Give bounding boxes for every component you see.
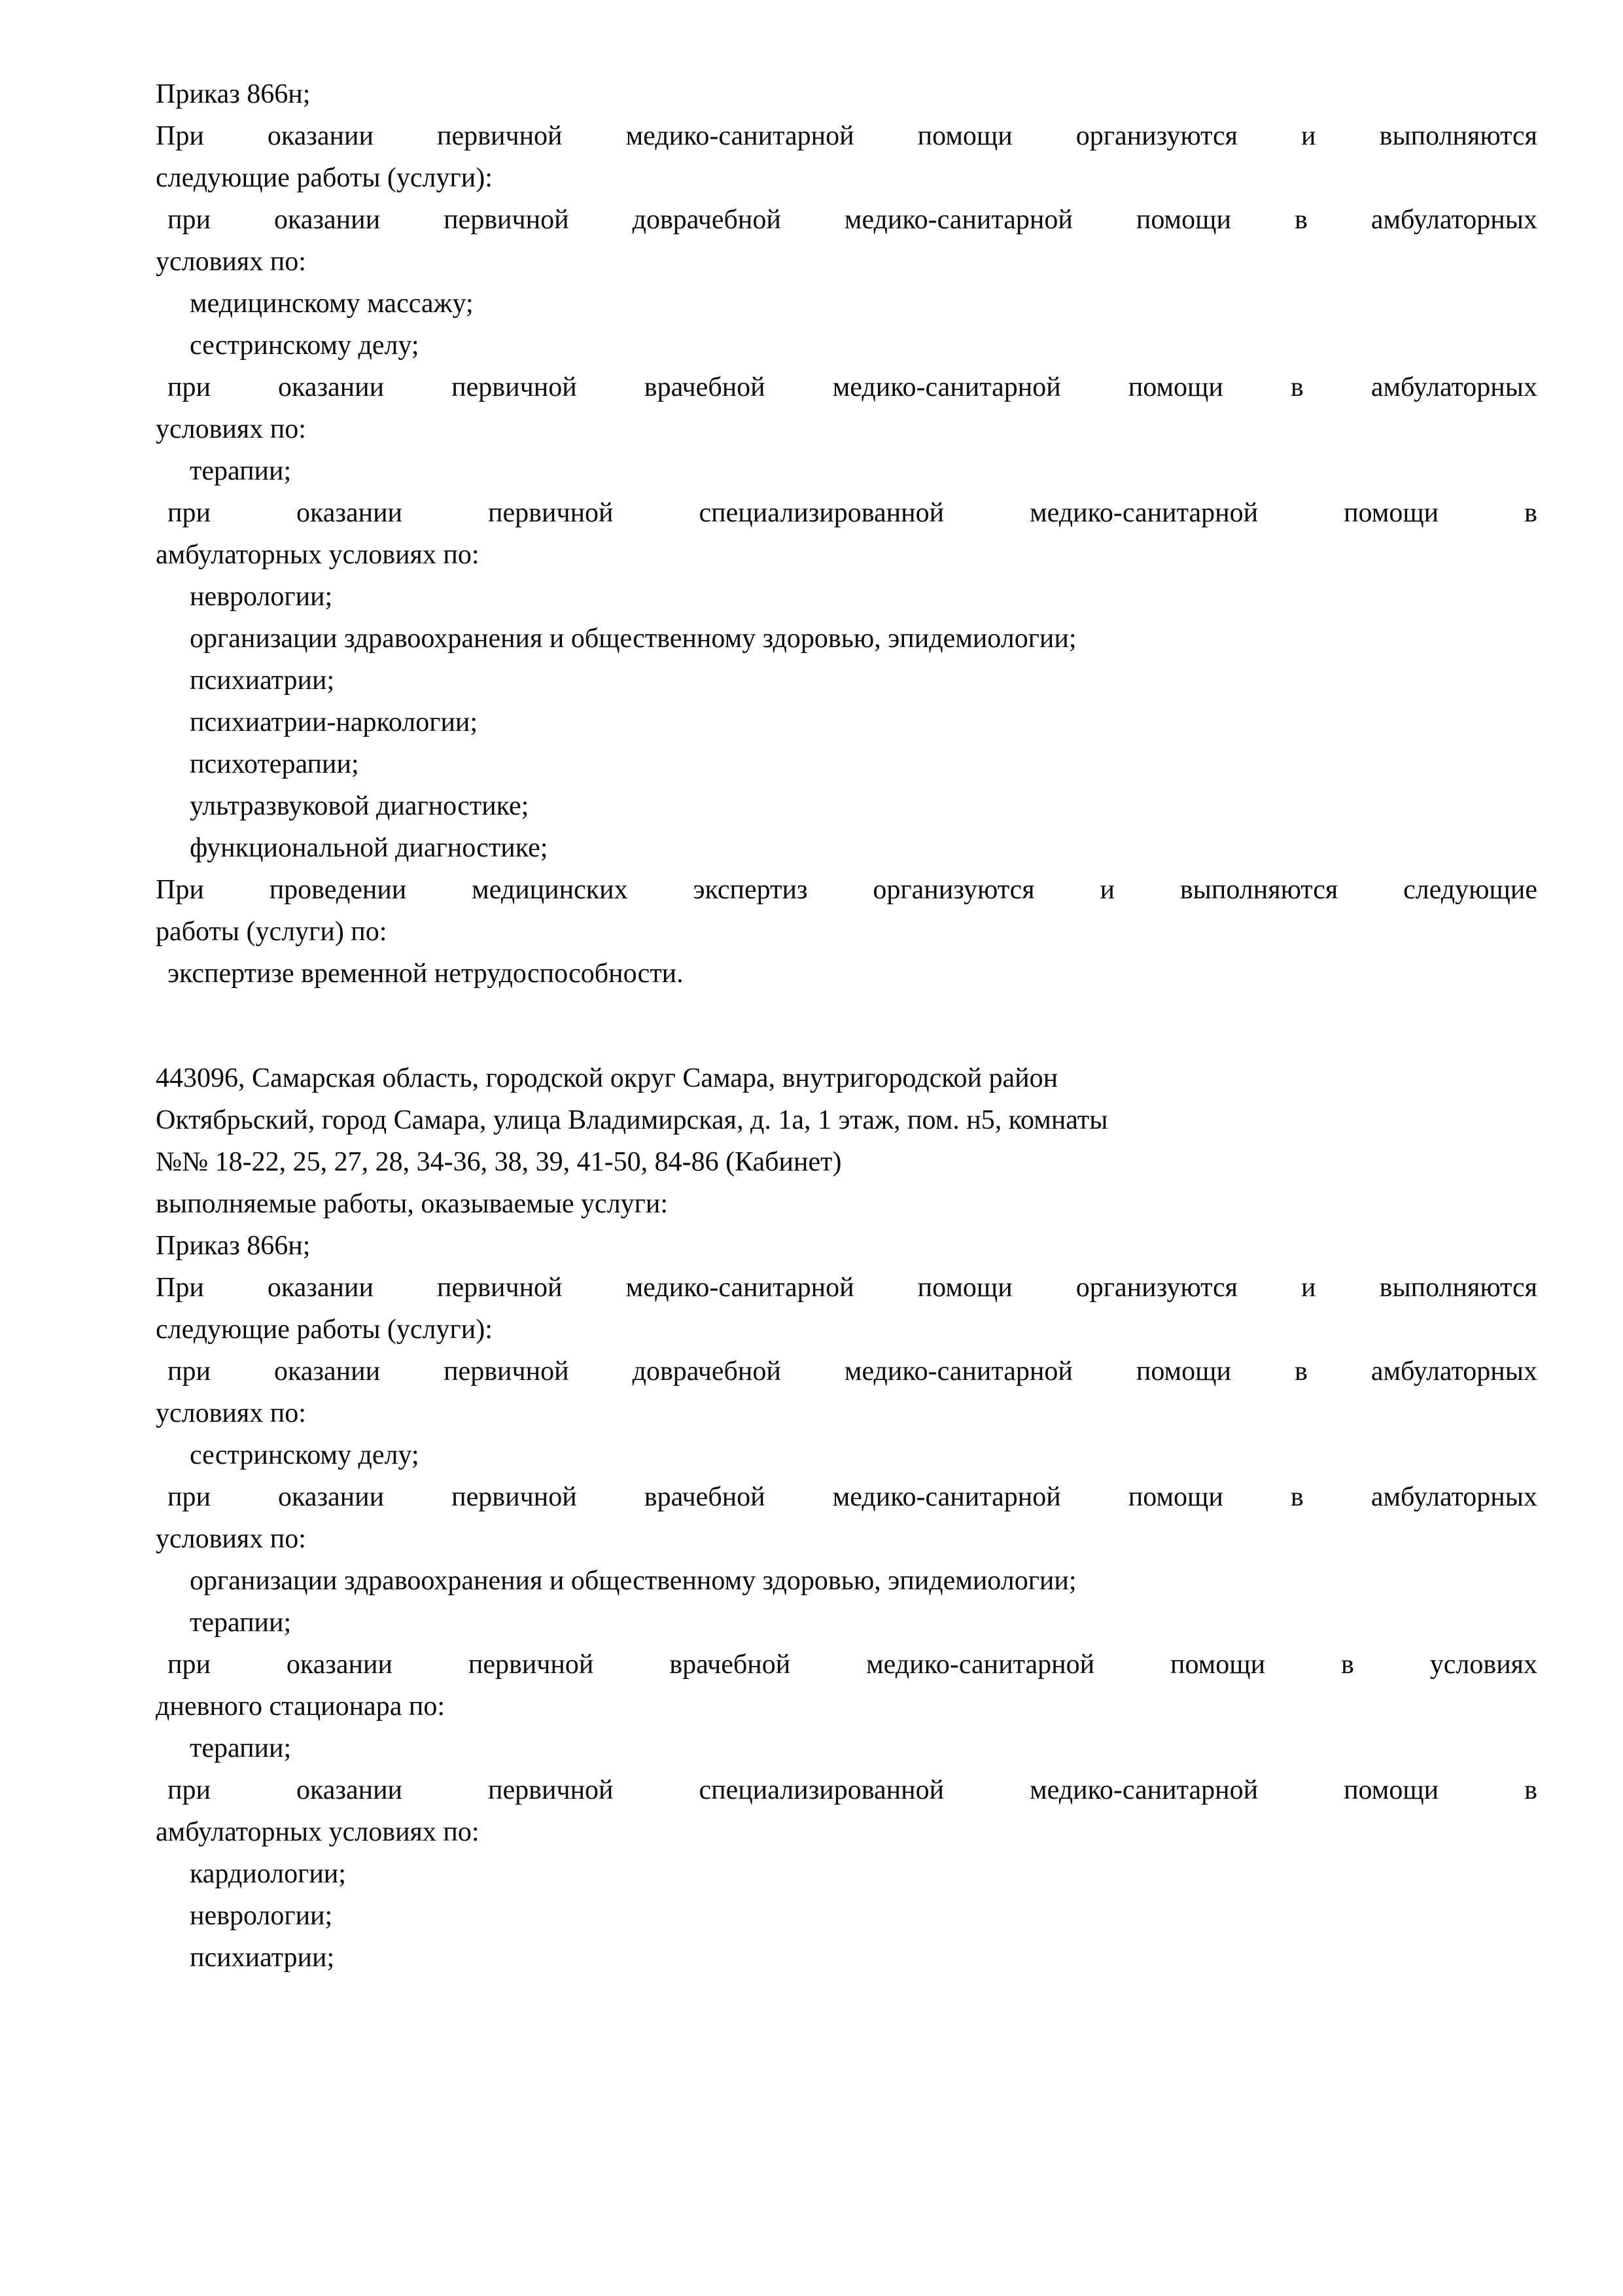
- document-line: при оказании первичной доврачебной медико-санитарной помощи в амбулаторных: [167, 205, 1537, 235]
- document-line: дневного стационара по:: [156, 1691, 445, 1722]
- document-line: условиях по:: [156, 1524, 306, 1554]
- document-line: при оказании первичной врачебной медико-санитарной помощи в условиях: [167, 1650, 1537, 1680]
- document-line: условиях по:: [156, 247, 306, 277]
- document-line: функциональной диагностике;: [190, 833, 548, 863]
- document-line: при оказании первичной специализированной медико-санитарной помощи в: [167, 1775, 1537, 1805]
- document-line: организации здравоохранения и общественному здоровью, эпидемиологии;: [190, 624, 1077, 654]
- document-line: неврологии;: [190, 1901, 333, 1931]
- services-section-two: [156, 1183, 1537, 1979]
- document-line: психиатрии;: [190, 665, 335, 696]
- section-spacer: [156, 995, 1537, 1057]
- document-line: терапии;: [190, 456, 292, 486]
- document-line: следующие работы (услуги):: [156, 163, 493, 193]
- document-line: при оказании первичной врачебной медико-санитарной помощи в амбулаторных: [167, 1482, 1537, 1512]
- document-line: При оказании первичной медико-санитарной помощи организуются и выполняются: [156, 121, 1537, 151]
- document-line: При проведении медицинских экспертиз организуются и выполняются следующие: [156, 875, 1537, 905]
- document-line: терапии;: [190, 1608, 292, 1638]
- document-line: выполняемые работы, оказываемые услуги:: [156, 1189, 669, 1219]
- document-line: кардиологии;: [190, 1859, 346, 1889]
- document-line: амбулаторных условиях по:: [156, 1817, 480, 1847]
- document-line: при оказании первичной врачебной медико-санитарной помощи в амбулаторных: [167, 372, 1537, 402]
- document-line: сестринскому делу;: [190, 1440, 419, 1470]
- document-line: При оказании первичной медико-санитарной помощи организуются и выполняются: [156, 1273, 1537, 1303]
- document-line: амбулаторных условиях по:: [156, 540, 480, 570]
- document-line: экспертизе временной нетрудоспособности.: [167, 959, 684, 989]
- document-line: психиатрии-наркологии;: [190, 707, 478, 737]
- address-line: №№ 18-22, 25, 27, 28, 34-36, 38, 39, 41-50, 84-86 (Кабинет): [156, 1147, 842, 1177]
- document-line: условиях по:: [156, 1398, 306, 1428]
- document-line: медицинскому массажу;: [190, 289, 474, 319]
- document-line: следующие работы (услуги):: [156, 1315, 493, 1345]
- address-block: [156, 1057, 1537, 1183]
- document-line: при оказании первичной доврачебной медико-санитарной помощи в амбулаторных: [167, 1356, 1537, 1386]
- document-line: сестринскому делу;: [190, 330, 419, 361]
- document-line: психиатрии;: [190, 1943, 335, 1973]
- document-line: Приказ 866н;: [156, 79, 311, 109]
- document-line: организации здравоохранения и общественному здоровью, эпидемиологии;: [190, 1566, 1077, 1596]
- services-section-one: [156, 73, 1537, 995]
- document-line: неврологии;: [190, 582, 333, 612]
- document-line: ультразвуковой диагностике;: [190, 791, 529, 821]
- document-line: при оказании первичной специализированной медико-санитарной помощи в: [167, 498, 1537, 528]
- document-line: работы (услуги) по:: [156, 917, 387, 947]
- document-line: Приказ 866н;: [156, 1231, 311, 1261]
- document-line: психотерапии;: [190, 749, 359, 779]
- document-text-body: [156, 73, 1537, 1979]
- document-line: терапии;: [190, 1733, 292, 1763]
- address-line: 443096, Самарская область, городской округ Самара, внутригородской район: [156, 1063, 1058, 1093]
- address-line: Октябрьский, город Самара, улица Владимирская, д. 1а, 1 этаж, пом. н5, комнаты: [156, 1105, 1108, 1135]
- document-line: условиях по:: [156, 414, 306, 444]
